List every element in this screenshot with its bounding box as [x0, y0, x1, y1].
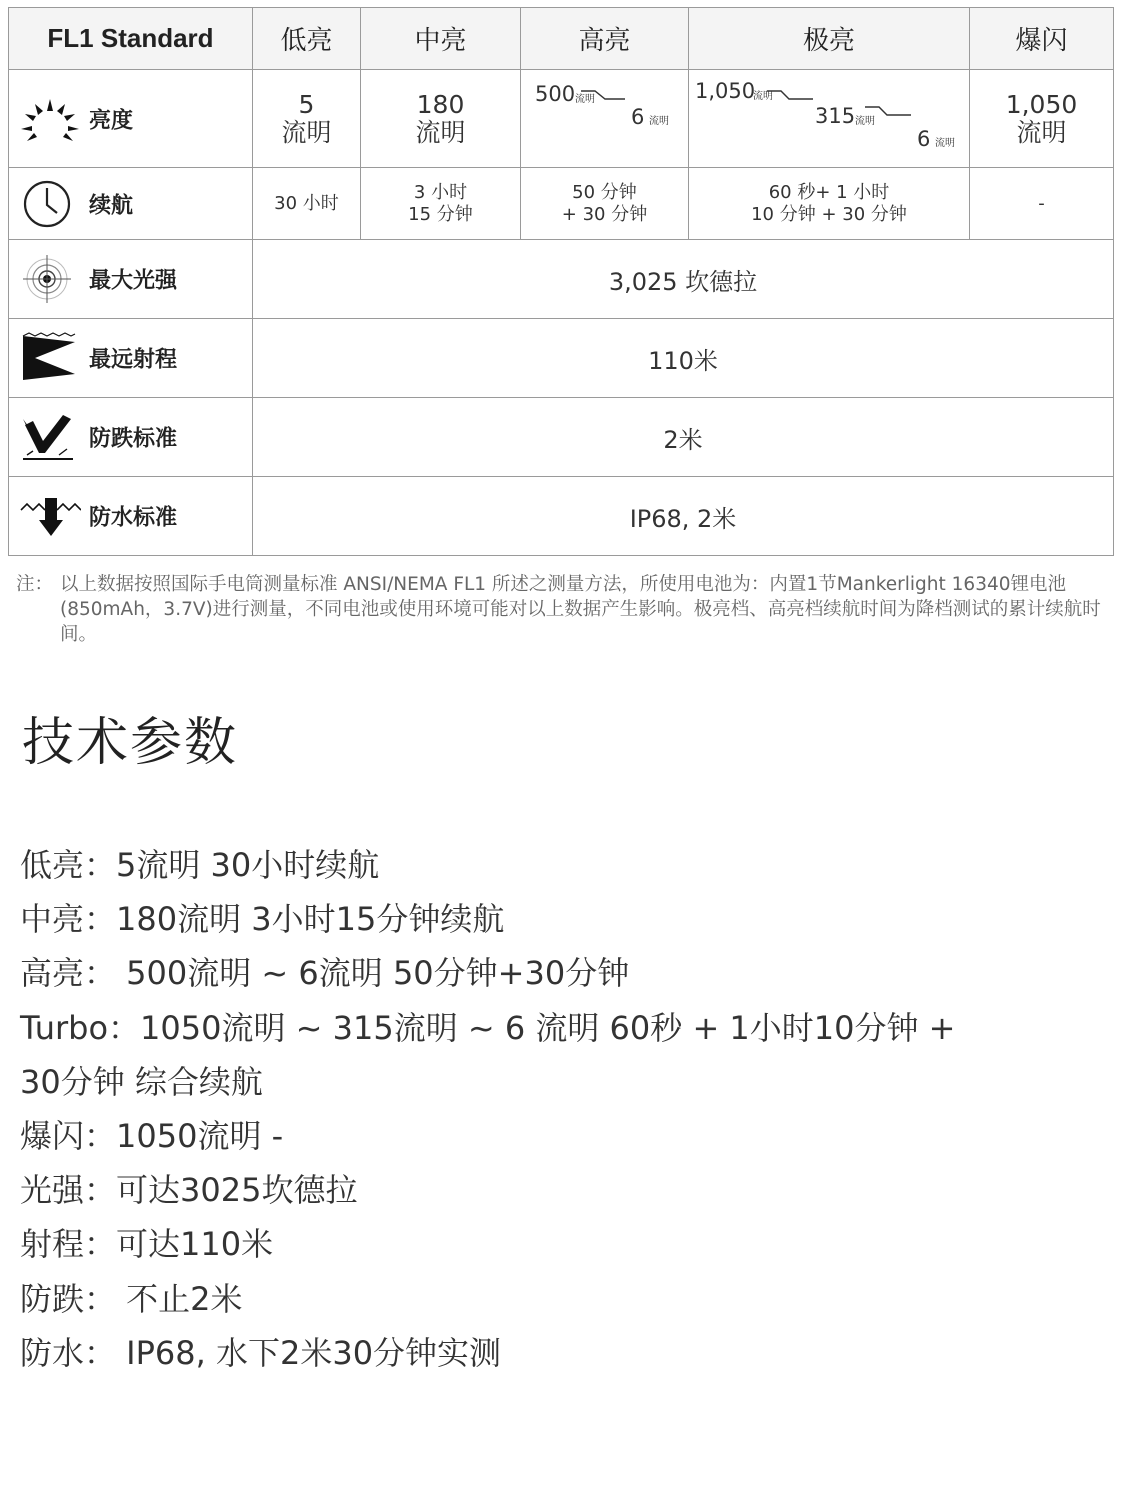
spec-line: 中亮：180流明 3小时15分钟续航	[20, 900, 505, 939]
runtime-high	[521, 168, 689, 240]
header-turbo: 极亮	[689, 8, 970, 70]
intensity-label: 最大光强	[89, 268, 178, 294]
table-row-range	[9, 319, 1114, 398]
row-label-range	[9, 319, 253, 398]
sun-burst-icon	[19, 93, 81, 145]
impact-value-cell	[253, 398, 1114, 477]
footnote-text: 以上数据按照国际手电筒测量标准 ANSI/NEMA FL1 所述之测量方法，所使用电池为：内置1节Mankerlight 16340锂电池(850mAh，3.7V)进行测量，不同电池或使用环境可能对以上数据产生影响。极亮档、高亮档续航时间为降档测试的累计续航时间。	[60, 574, 1101, 645]
water-value-cell	[253, 477, 1114, 556]
brightness-high-step-chart	[521, 71, 688, 167]
runtime-strobe	[970, 168, 1114, 240]
spec-line: 高亮： 500流明 ~ 6流明 50分钟+30分钟	[20, 954, 630, 993]
water-drop-icon	[19, 490, 81, 542]
turbo-mid-value: 315	[815, 103, 856, 128]
high-start-value: 500	[535, 81, 576, 106]
runtime-turbo-line1: 60 秒+ 1 小时	[768, 181, 890, 203]
section-title: 技术参数	[22, 713, 239, 773]
table-row-impact	[9, 398, 1114, 477]
runtime-mid-line2: 15 分钟	[408, 203, 473, 225]
turbo-end-unit: 流明	[935, 137, 955, 149]
brightness-low-unit: 流明	[281, 117, 332, 147]
range-label: 最远射程	[89, 347, 178, 373]
range-value: 110米	[648, 346, 718, 375]
brightness-turbo-step-chart	[689, 71, 969, 167]
header-mid: 中亮	[361, 8, 521, 70]
turbo-mid-unit: 流明	[855, 115, 875, 127]
table-row-brightness	[9, 70, 1114, 168]
clock-icon	[19, 178, 81, 230]
table-header-row	[9, 8, 1114, 70]
intensity-value-cell	[253, 240, 1114, 319]
row-label-water	[9, 477, 253, 556]
runtime-low-value: 30 小时	[274, 192, 339, 214]
header-high: 高亮	[521, 8, 689, 70]
brightness-low-value: 5	[298, 89, 315, 119]
turbo-start-unit: 流明	[753, 90, 773, 102]
spec-line: 爆闪：1050流明 -	[20, 1117, 284, 1156]
spec-line: 防跌： 不止2米	[20, 1279, 243, 1318]
row-label-runtime	[9, 168, 253, 240]
impact-value: 2米	[663, 425, 703, 454]
runtime-label: 续航	[89, 193, 134, 218]
row-label-impact	[9, 398, 253, 477]
spec-list	[20, 838, 1110, 1380]
runtime-mid	[361, 168, 521, 240]
runtime-strobe-value: -	[1038, 192, 1045, 214]
table-row-intensity	[9, 240, 1114, 319]
beam-range-icon	[19, 332, 81, 384]
header-strobe: 爆闪	[970, 8, 1114, 70]
brightness-label: 亮度	[89, 108, 134, 133]
turbo-end-value: 6	[917, 126, 931, 151]
impact-check-icon	[19, 411, 81, 463]
water-label: 防水标准	[89, 505, 178, 531]
table-row-water	[9, 477, 1114, 556]
runtime-mid-line1: 3 小时	[413, 181, 468, 203]
spec-line: 光强：可达3025坎德拉	[20, 1171, 358, 1210]
header-standard: FL1 Standard	[9, 8, 253, 70]
header-low: 低亮	[253, 8, 361, 70]
runtime-low	[253, 168, 361, 240]
spec-table	[8, 7, 1114, 556]
target-icon	[19, 253, 81, 305]
runtime-turbo	[689, 168, 970, 240]
high-end-unit: 流明	[649, 115, 669, 127]
brightness-strobe	[970, 70, 1114, 168]
runtime-turbo-line2: 10 分钟 + 30 分钟	[751, 203, 907, 225]
runtime-high-line2: + 30 分钟	[561, 203, 648, 225]
brightness-mid-value: 180	[416, 89, 465, 119]
table-row-runtime	[9, 168, 1114, 240]
row-label-intensity	[9, 240, 253, 319]
spec-line: 射程：可达110米	[20, 1225, 274, 1264]
turbo-start-value: 1,050	[695, 78, 756, 103]
footnote	[16, 572, 1106, 647]
runtime-high-line1: 50 分钟	[572, 181, 637, 203]
intensity-value: 3,025 坎德拉	[608, 267, 758, 296]
brightness-low	[253, 70, 361, 168]
brightness-strobe-unit: 流明	[1016, 117, 1067, 147]
spec-line: 30分钟 综合续航	[20, 1062, 263, 1101]
spec-line: 防水： IP68, 水下2米30分钟实测	[20, 1333, 502, 1372]
impact-label: 防跌标准	[89, 426, 178, 452]
brightness-mid	[361, 70, 521, 168]
brightness-strobe-value: 1,050	[1005, 89, 1078, 119]
row-label-brightness	[9, 70, 253, 168]
spec-line: Turbo：1050流明 ~ 315流明 ~ 6 流明 60秒 + 1小时10分钟 +	[20, 1008, 956, 1047]
high-end-value: 6	[631, 104, 645, 129]
high-start-unit: 流明	[575, 93, 595, 105]
range-value-cell	[253, 319, 1114, 398]
brightness-high	[521, 70, 689, 168]
brightness-mid-unit: 流明	[415, 117, 466, 147]
water-value: IP68, 2米	[629, 504, 737, 533]
footnote-prefix: 注：	[16, 574, 54, 595]
brightness-turbo	[689, 70, 970, 168]
spec-line: 低亮：5流明 30小时续航	[20, 846, 380, 884]
